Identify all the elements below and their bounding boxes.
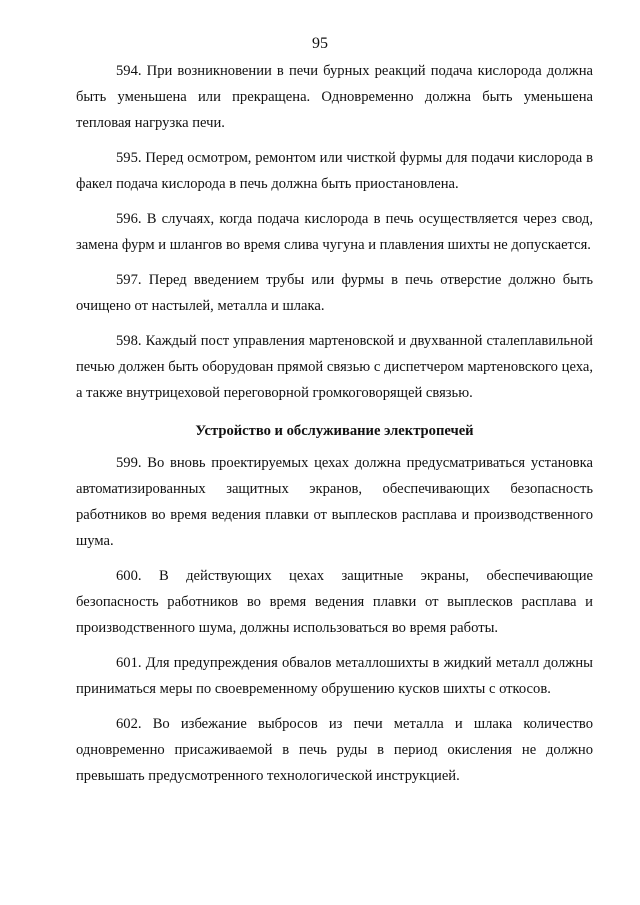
paragraph-601: 601. Для предупреждения обвалов металлошихты в жидкий металл должны приниматься меры по своевременному обрушению кусков шихты с откосов. [76, 655, 593, 697]
section-heading: Устройство и обслуживание электропечей [195, 423, 474, 439]
paragraph-600: 600. В действующих цехах защитные экраны, обеспечивающие безопасность работников во время ведения плавки от выплесков расплава и производственного шума, должны использоваться во время работы. [76, 568, 593, 636]
paragraph-594: 594. При возникновении в печи бурных реакций подача кислорода должна быть уменьшена или прекращена. Одновременно должна быть уменьшена тепловая нагрузка печи. [76, 63, 593, 131]
paragraph-599: 599. Во вновь проектируемых цехах должна предусматриваться установка автоматизированных защитных экранов, обеспечивающих безопасность работников во время ведения плавки от выплесков расплава и производственного шума. [76, 455, 593, 549]
page-number: 95 [312, 35, 328, 52]
paragraph-596: 596. В случаях, когда подача кислорода в печь осуществляется через свод, замена фурм и шлангов во время слива чугуна и плавления шихты не допускается. [76, 211, 593, 253]
paragraph-597: 597. Перед введением трубы или фурмы в печь отверстие должно быть очищено от настылей, металла и шлака. [76, 272, 593, 314]
paragraph-598: 598. Каждый пост управления мартеновской и двухванной сталеплавильной печью должен быть оборудован прямой связью с диспетчером мартеновского цеха, а также внутрицеховой переговорной громкоговорящей связью. [76, 333, 593, 401]
document-body [76, 58, 593, 798]
paragraph-602: 602. Во избежание выбросов из печи металла и шлака количество одновременно присаживаемой в печь руды в период окисления не должно превышать предусмотренного технологической инструкцией. [76, 716, 593, 784]
paragraph-595: 595. Перед осмотром, ремонтом или чисткой фурмы для подачи кислорода в факел подача кислорода в печь должна быть приостановлена. [76, 150, 593, 192]
